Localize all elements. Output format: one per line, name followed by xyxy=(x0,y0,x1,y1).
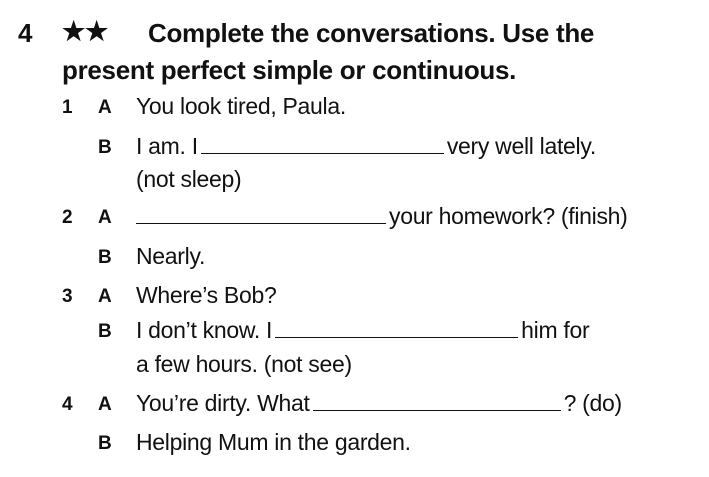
exercise-number: 4 xyxy=(18,18,33,48)
dialogue-line xyxy=(136,203,628,230)
dialogue-text: I don’t know. I xyxy=(136,317,273,343)
item-number: 3 xyxy=(62,286,73,307)
answer-blank[interactable] xyxy=(313,391,561,411)
answer-blank[interactable] xyxy=(136,204,386,224)
item-number: 4 xyxy=(62,394,73,415)
dialogue-text: I am. I xyxy=(136,133,198,159)
dialogue-text: very well lately. xyxy=(446,133,596,159)
speaker-label: A xyxy=(98,394,112,415)
speaker-label: B xyxy=(98,137,112,158)
dialogue-line: You look tired, Paula. xyxy=(136,93,346,119)
speaker-label: A xyxy=(98,286,112,307)
answer-blank[interactable] xyxy=(201,134,444,154)
instruction-line-2: present perfect simple or continuous. xyxy=(62,55,517,85)
dialogue-line: (not sleep) xyxy=(136,166,242,192)
dialogue-line: a few hours. (not see) xyxy=(136,351,352,377)
speaker-label: B xyxy=(98,247,112,268)
dialogue-line xyxy=(136,317,589,344)
dialogue-text: You’re dirty. What xyxy=(136,390,310,416)
dialogue-line: Where’s Bob? xyxy=(136,282,277,308)
dialogue-line xyxy=(136,133,596,160)
speaker-label: B xyxy=(98,321,112,342)
speaker-label: B xyxy=(98,433,112,454)
difficulty-stars: ★★ xyxy=(62,16,109,46)
item-number: 1 xyxy=(62,97,73,118)
instruction-line-1: Complete the conversations. Use the xyxy=(148,18,595,48)
dialogue-text: your homework? (finish) xyxy=(389,203,628,229)
dialogue-line xyxy=(136,390,622,417)
speaker-label: A xyxy=(98,97,112,118)
answer-blank[interactable] xyxy=(275,318,518,338)
dialogue-line: Helping Mum in the garden. xyxy=(136,429,411,455)
speaker-label: A xyxy=(98,207,112,228)
dialogue-text: him for xyxy=(521,317,590,343)
dialogue-text: ? (do) xyxy=(563,390,622,416)
dialogue-line: Nearly. xyxy=(136,243,206,269)
item-number: 2 xyxy=(62,207,73,228)
